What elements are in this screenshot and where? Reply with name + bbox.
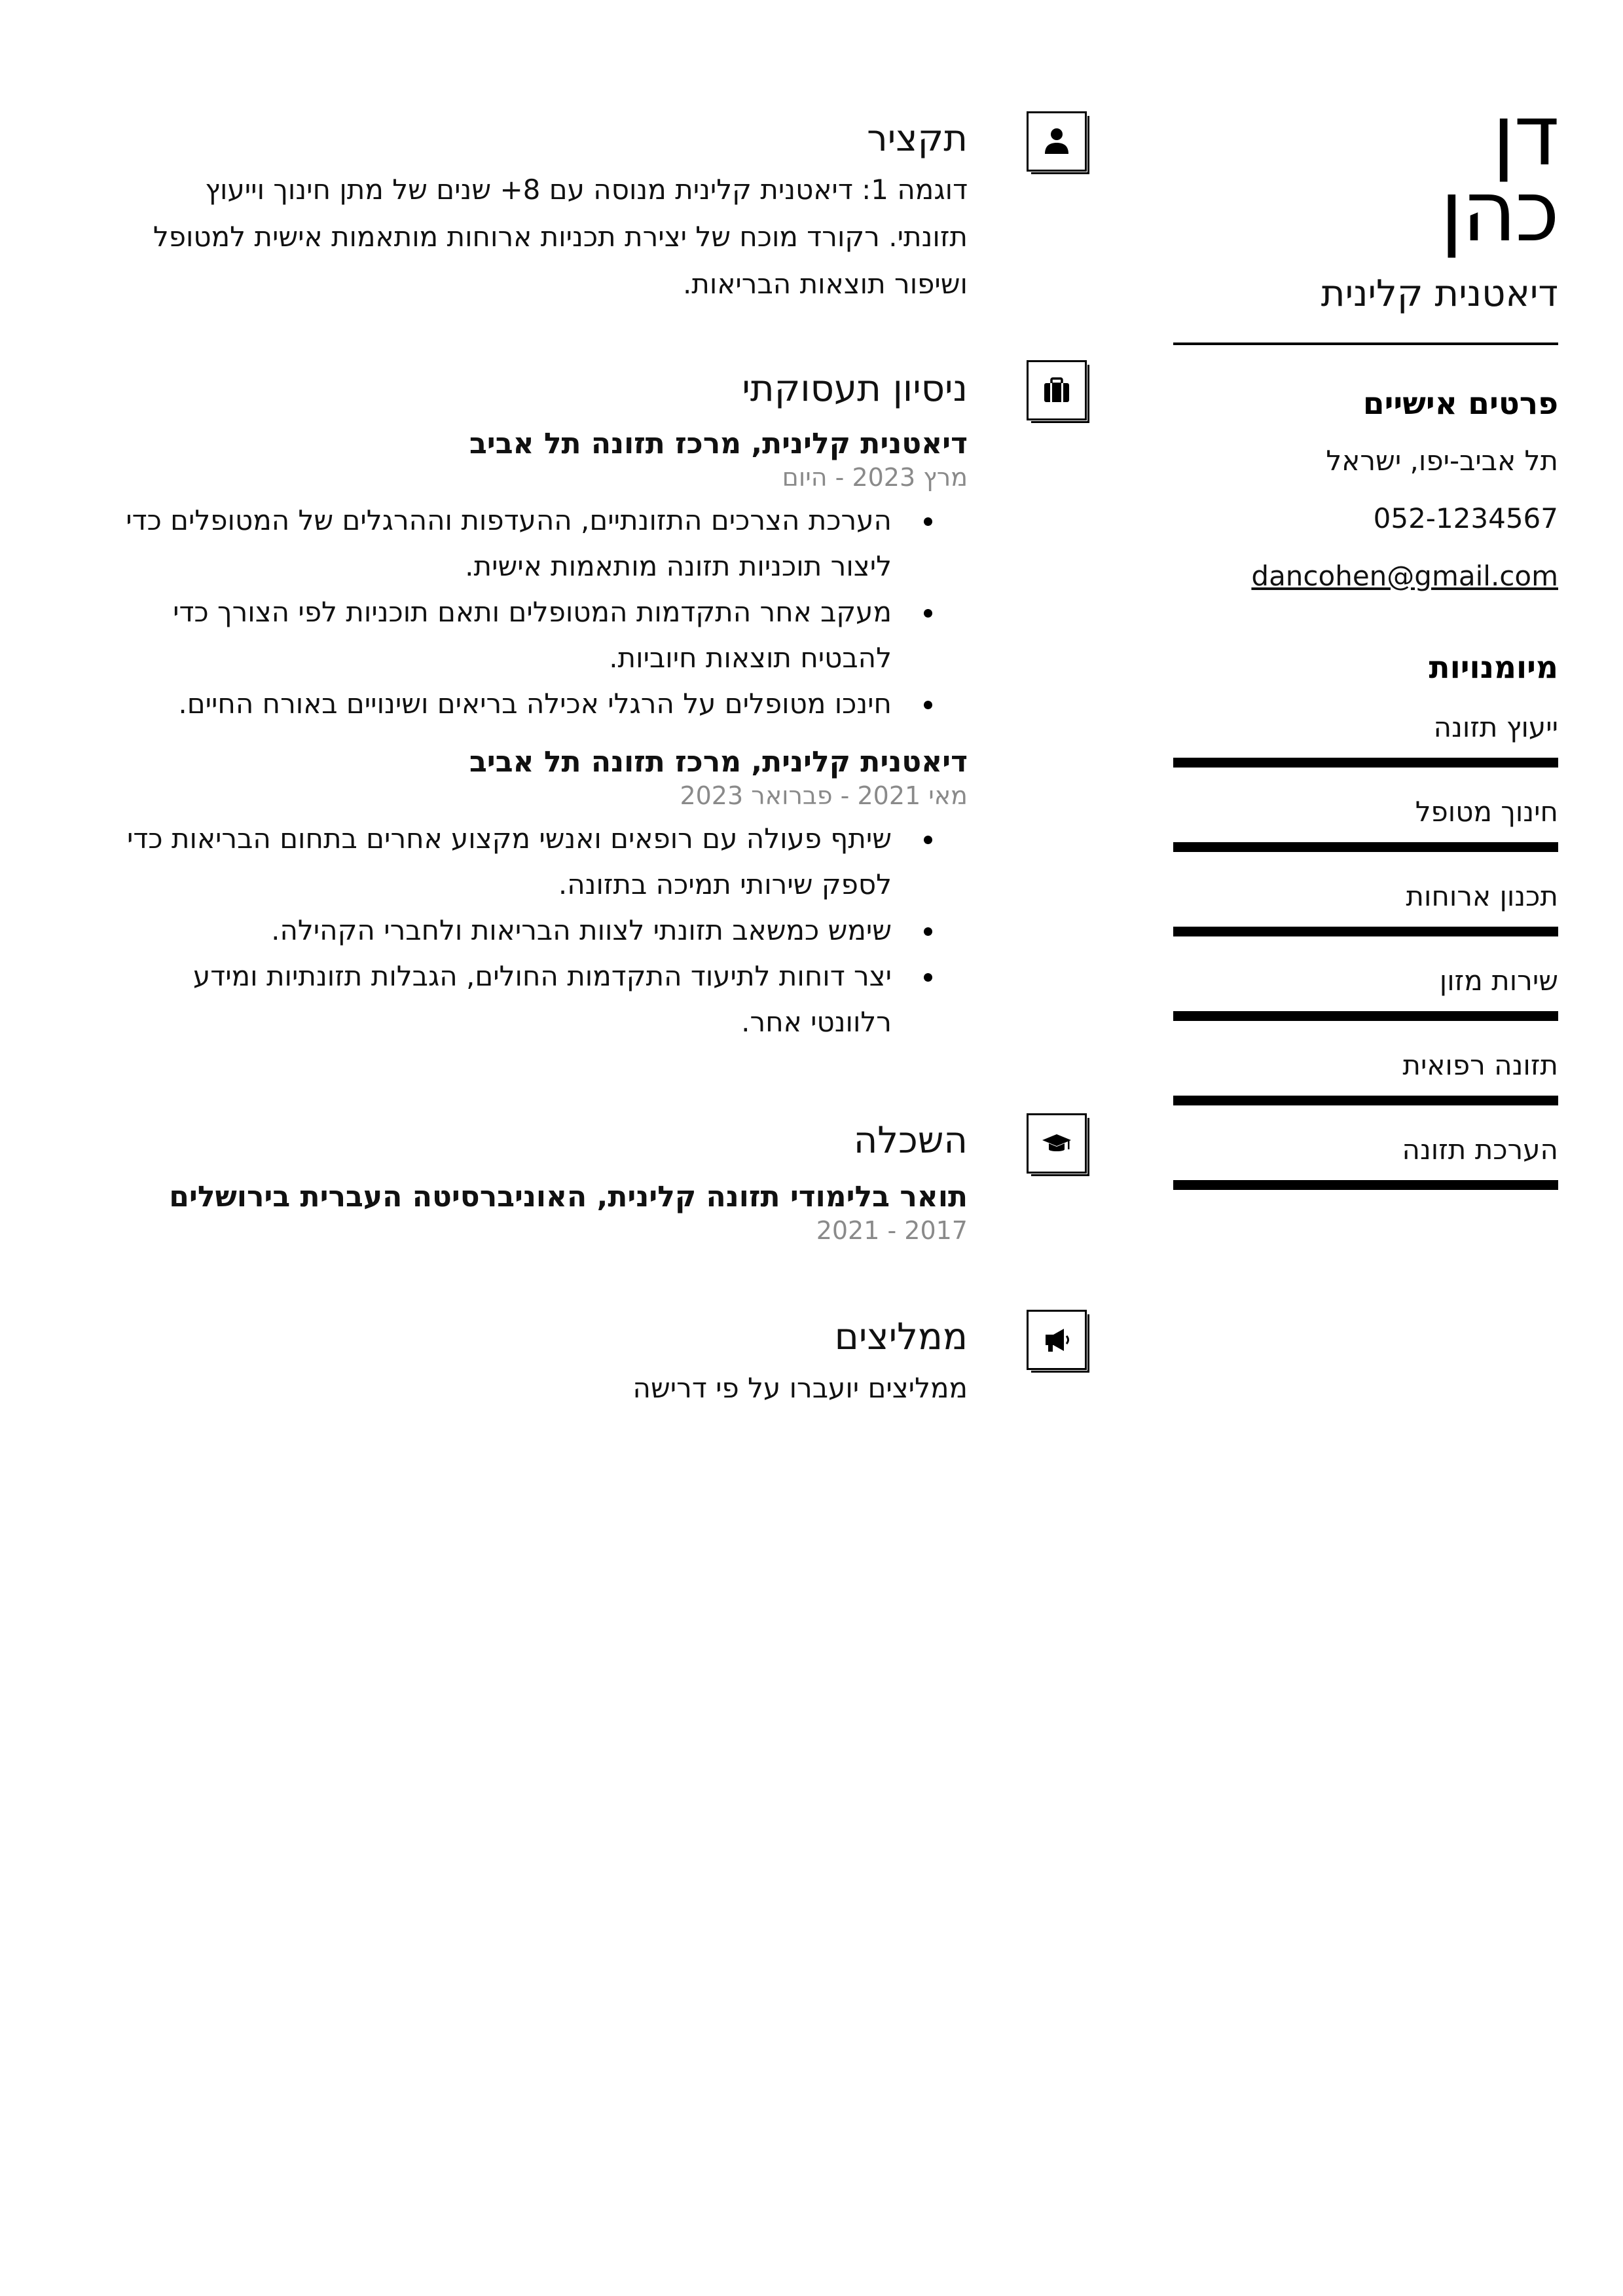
briefcase-icon <box>1027 360 1087 420</box>
list-item: שיתף פעולה עם רופאים ואנשי מקצוע אחרים בתחום הבריאות כדי לספק שירותי תמיכה בתזונה. <box>124 816 892 908</box>
job-entry <box>124 744 968 1045</box>
name-divider <box>1173 343 1558 345</box>
email-link[interactable]: dancohen@gmail.com <box>1251 560 1558 592</box>
megaphone-icon <box>1027 1310 1087 1370</box>
skill-label: הערכת תזונה <box>1402 1134 1558 1166</box>
job-dates: מאי 2021 - פברואר 2023 <box>680 781 968 810</box>
job-bullets <box>124 816 968 1045</box>
experience-heading: ניסיון תעסוקתי <box>742 367 968 410</box>
sidebar <box>1173 87 1558 1190</box>
job-bullets <box>124 498 968 727</box>
skill-bar <box>1173 1180 1558 1190</box>
list-item: הערכת הצרכים התזונתיים, ההעדפות וההרגלים של המטופלים כדי ליצור תוכניות תזונה מותאמות אישית. <box>124 498 892 589</box>
education-dates: 2017 - 2021 <box>816 1216 968 1245</box>
education-section <box>124 1120 968 1246</box>
skill-bar <box>1173 1011 1558 1021</box>
education-heading: השכלה <box>853 1119 968 1162</box>
job-dates: מרץ 2023 - היום <box>782 463 968 492</box>
skill-label: חינוך מטופל <box>1415 796 1558 828</box>
skill-bar <box>1173 758 1558 768</box>
job-heading: דיאטנית קלינית, מרכז תזונה תל אביב <box>469 427 968 460</box>
skill-bar-fill <box>1173 1011 1558 1021</box>
summary-heading: תקציר <box>867 117 968 160</box>
list-item: שימש כמשאב תזונתי לצוות הבריאות ולחברי הקהילה. <box>124 908 892 954</box>
degree-heading: תואר בלימודי תזונה קלינית, האוניברסיטה העברית בירושלים <box>169 1180 968 1213</box>
skill-bar-fill <box>1173 1180 1558 1190</box>
skill-bar-fill <box>1173 758 1558 768</box>
skills-heading: מיומנויות <box>1429 650 1558 686</box>
skill-bar <box>1173 1096 1558 1105</box>
experience-section <box>124 368 968 1045</box>
job-heading: דיאטנית קלינית, מרכז תזונה תל אביב <box>469 745 968 779</box>
list-item: יצר דוחות לתיעוד התקדמות החולים, הגבלות תזונתיות ומידע רלוונטי אחר. <box>124 954 892 1045</box>
skill-label: תכנון ארוחות <box>1406 880 1558 912</box>
skill-label: שירות מזון <box>1439 965 1558 997</box>
references-text: ממליצים יועברו על פי דרישה <box>632 1372 968 1404</box>
personal-details-heading: פרטים אישיים <box>1362 386 1558 422</box>
person-icon <box>1027 111 1087 172</box>
skill-bar <box>1173 927 1558 936</box>
summary-text: דוגמה 1: דיאטנית קלינית מנוסה עם 8+ שנים של מתן חינוך וייעוץ תזונתי. רקורד מוכח של יצירת תכניות ארוחות מותאמות אישית למטופל ושיפור תוצאות הבריאות. <box>153 174 968 300</box>
job-entry <box>124 426 968 727</box>
skill-bar-fill <box>1173 927 1558 936</box>
references-heading: ממליצים <box>834 1316 968 1358</box>
location-text: תל אביב-יפו, ישראל <box>1326 445 1558 477</box>
list-item: חינכו מטופלים על הרגלי אכילה בריאים ושינויים באורח החיים. <box>124 681 892 727</box>
first-name: דן <box>1492 87 1558 185</box>
skill-bar <box>1173 842 1558 852</box>
phone-text: 052-1234567 <box>1373 502 1558 534</box>
skill-label: ייעוץ תזונה <box>1433 711 1558 743</box>
last-name: כהן <box>1440 163 1558 261</box>
job-title: דיאטנית קלינית <box>1321 272 1558 315</box>
graduation-cap-icon <box>1027 1113 1087 1174</box>
skill-bar-fill <box>1173 1096 1558 1105</box>
summary-section <box>124 118 968 308</box>
list-item: מעקב אחר התקדמות המטופלים ותאם תוכניות לפי הצורך כדי להבטיח תוצאות חיוביות. <box>124 589 892 681</box>
skill-label: תזונה רפואית <box>1402 1049 1558 1081</box>
skill-bar-fill <box>1173 842 1558 852</box>
skills-list <box>1173 712 1558 1190</box>
references-section <box>124 1316 968 1412</box>
